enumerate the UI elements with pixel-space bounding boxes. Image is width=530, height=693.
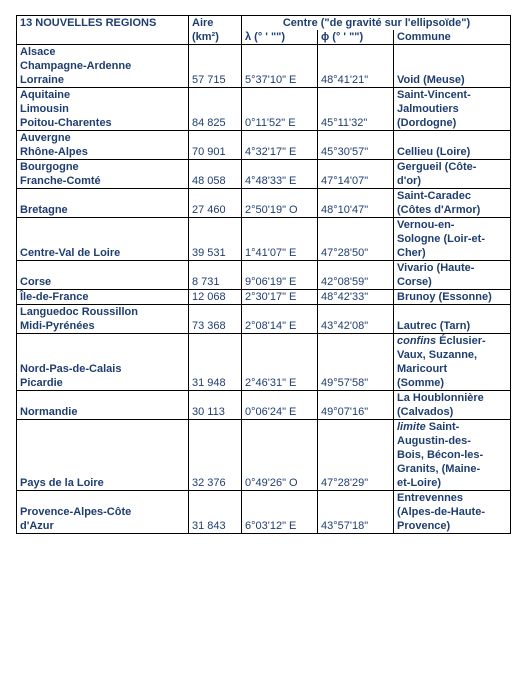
commune-name: La Houblonnière — [397, 392, 484, 404]
commune-cell — [394, 334, 511, 391]
region-name-cell — [17, 261, 189, 290]
area-value: 70 901 — [189, 131, 242, 160]
region-name-cell — [17, 189, 189, 218]
commune-cell — [394, 391, 511, 420]
region-name: Midi-Pyrénées — [20, 320, 95, 332]
commune-cell — [394, 290, 511, 305]
commune-cell — [394, 45, 511, 88]
regions-table-container — [16, 15, 511, 534]
region-name: Alsace — [20, 46, 56, 58]
commune-name — [397, 420, 508, 434]
commune-name: Saint-Vincent- — [397, 89, 471, 101]
commune-name: Brunoy (Essonne) — [397, 291, 492, 303]
header-centre: Centre ("de gravité sur l'ellipsoïde") — [242, 16, 511, 31]
region-name-cell — [17, 88, 189, 131]
region-name-cell — [17, 218, 189, 261]
commune-cell — [394, 88, 511, 131]
commune-name: Sologne (Loir-et- — [397, 233, 485, 245]
region-name-cell — [17, 160, 189, 189]
commune-name: Bois, Bécon-les- — [397, 449, 484, 461]
commune-name: Provence) — [397, 520, 451, 532]
commune-cell — [394, 131, 511, 160]
area-value: 27 460 — [189, 189, 242, 218]
header-aire-unit: (km²) — [189, 30, 242, 45]
commune-name: Void (Meuse) — [397, 74, 465, 86]
region-name: Île-de-France — [20, 291, 89, 303]
header-row — [17, 16, 511, 31]
region-name: Nord-Pas-de-Calais — [20, 363, 122, 375]
region-name-cell — [17, 290, 189, 305]
longitude-value: 0°49'26" O — [242, 420, 318, 491]
commune-name: Corse) — [397, 276, 432, 288]
area-value: 32 376 — [189, 420, 242, 491]
table-row — [17, 88, 511, 131]
latitude-value: 47°28'29" — [318, 420, 394, 491]
commune-cell — [394, 305, 511, 334]
commune-cell — [394, 491, 511, 534]
area-value: 31 843 — [189, 491, 242, 534]
commune-name: (Côtes d'Armor) — [397, 204, 481, 216]
area-value: 12 068 — [189, 290, 242, 305]
region-name-cell — [17, 131, 189, 160]
commune-name: Vaux, Suzanne, — [397, 349, 478, 361]
region-name: Poitou-Charentes — [20, 117, 112, 129]
table-row — [17, 391, 511, 420]
table-row — [17, 160, 511, 189]
longitude-value: 2°30'17" E — [242, 290, 318, 305]
commune-name: Gergueil (Côte- — [397, 161, 477, 173]
table-row — [17, 261, 511, 290]
commune-name: (Somme) — [397, 377, 445, 389]
table-row — [17, 131, 511, 160]
commune-cell — [394, 189, 511, 218]
region-name: d'Azur — [20, 520, 54, 532]
table-row — [17, 305, 511, 334]
latitude-value: 45°11'32" — [318, 88, 394, 131]
commune-name: Granits, (Maine- — [397, 463, 481, 475]
commune-cell — [394, 218, 511, 261]
longitude-value: 0°11'52" E — [242, 88, 318, 131]
region-name: Limousin — [20, 103, 69, 115]
commune-name: Maricourt — [397, 363, 448, 375]
header-lambda: λ (° ' "") — [242, 30, 318, 45]
latitude-value: 47°28'50" — [318, 218, 394, 261]
region-name-cell — [17, 491, 189, 534]
area-value: 8 731 — [189, 261, 242, 290]
regions-table — [16, 15, 511, 534]
latitude-value: 49°57'58" — [318, 334, 394, 391]
commune-name: d'or) — [397, 175, 421, 187]
region-name-cell — [17, 334, 189, 391]
commune-name: et-Loire) — [397, 477, 441, 489]
commune-name: Saint-Caradec — [397, 190, 471, 202]
region-name: Rhône-Alpes — [20, 146, 88, 158]
table-row — [17, 189, 511, 218]
header-commune: Commune — [394, 30, 511, 45]
longitude-value: 2°46'31" E — [242, 334, 318, 391]
area-value: 39 531 — [189, 218, 242, 261]
commune-cell — [394, 160, 511, 189]
longitude-value: 2°08'14" E — [242, 305, 318, 334]
latitude-value: 43°57'18" — [318, 491, 394, 534]
commune-name — [397, 334, 508, 348]
longitude-value: 0°06'24" E — [242, 391, 318, 420]
area-value: 57 715 — [189, 45, 242, 88]
region-name: Languedoc Roussillon — [20, 306, 138, 318]
region-name: Pays de la Loire — [20, 477, 104, 489]
commune-name: Vivario (Haute- — [397, 262, 475, 274]
commune-name: (Dordogne) — [397, 117, 457, 129]
table-row — [17, 420, 511, 491]
longitude-value: 4°48'33" E — [242, 160, 318, 189]
header-phi: ϕ (° ' "") — [318, 30, 394, 45]
table-row — [17, 491, 511, 534]
commune-cell — [394, 420, 511, 491]
table-row — [17, 290, 511, 305]
latitude-value: 48°10'47" — [318, 189, 394, 218]
commune-name-part: Éclusier- — [436, 335, 486, 347]
latitude-value: 42°08'59" — [318, 261, 394, 290]
commune-name: Vernou-en- — [397, 219, 455, 231]
commune-name: Cellieu (Loire) — [397, 146, 471, 158]
commune-name: Cher) — [397, 247, 426, 259]
region-name: Normandie — [20, 406, 78, 418]
latitude-value: 49°07'16" — [318, 391, 394, 420]
region-name: Lorraine — [20, 74, 65, 86]
table-row — [17, 334, 511, 391]
longitude-value: 4°32'17" E — [242, 131, 318, 160]
region-name: Champagne-Ardenne — [20, 60, 132, 72]
region-name: Centre-Val de Loire — [20, 247, 121, 259]
latitude-value: 47°14'07" — [318, 160, 394, 189]
region-name: Corse — [20, 276, 52, 288]
latitude-value: 43°42'08" — [318, 305, 394, 334]
area-value: 31 948 — [189, 334, 242, 391]
commune-cell — [394, 261, 511, 290]
region-name: Provence-Alpes-Côte — [20, 506, 132, 518]
latitude-value: 48°42'33" — [318, 290, 394, 305]
table-row — [17, 218, 511, 261]
longitude-value: 1°41'07" E — [242, 218, 318, 261]
longitude-value: 5°37'10" E — [242, 45, 318, 88]
commune-qualifier: confins — [397, 335, 437, 347]
longitude-value: 9°06'19" E — [242, 261, 318, 290]
region-name-cell — [17, 420, 189, 491]
area-value: 84 825 — [189, 88, 242, 131]
table-row — [17, 45, 511, 88]
commune-name-part: Saint- — [425, 421, 460, 433]
commune-name: Jalmoutiers — [397, 103, 459, 115]
region-name-cell — [17, 45, 189, 88]
region-name-cell — [17, 391, 189, 420]
regions-table-body — [17, 45, 511, 534]
region-name: Picardie — [20, 377, 63, 389]
longitude-value: 2°50'19" O — [242, 189, 318, 218]
latitude-value: 45°30'57" — [318, 131, 394, 160]
commune-name: Lautrec (Tarn) — [397, 320, 471, 332]
region-name: Aquitaine — [20, 89, 71, 101]
commune-name: Augustin-des- — [397, 435, 471, 447]
region-name-cell — [17, 305, 189, 334]
region-name: Bourgogne — [20, 161, 79, 173]
latitude-value: 48°41'21" — [318, 45, 394, 88]
area-value: 73 368 — [189, 305, 242, 334]
longitude-value: 6°03'12" E — [242, 491, 318, 534]
area-value: 48 058 — [189, 160, 242, 189]
commune-qualifier: limite — [397, 421, 426, 433]
region-name: Bretagne — [20, 204, 68, 216]
header-aire: Aire — [189, 16, 242, 31]
area-value: 30 113 — [189, 391, 242, 420]
commune-name: Entrevennes — [397, 492, 464, 504]
region-name: Auvergne — [20, 132, 71, 144]
commune-name: (Calvados) — [397, 406, 454, 418]
region-name: Franche-Comté — [20, 175, 101, 187]
header-regions: 13 NOUVELLES REGIONS — [17, 16, 189, 45]
commune-name: (Alpes-de-Haute- — [397, 506, 486, 518]
